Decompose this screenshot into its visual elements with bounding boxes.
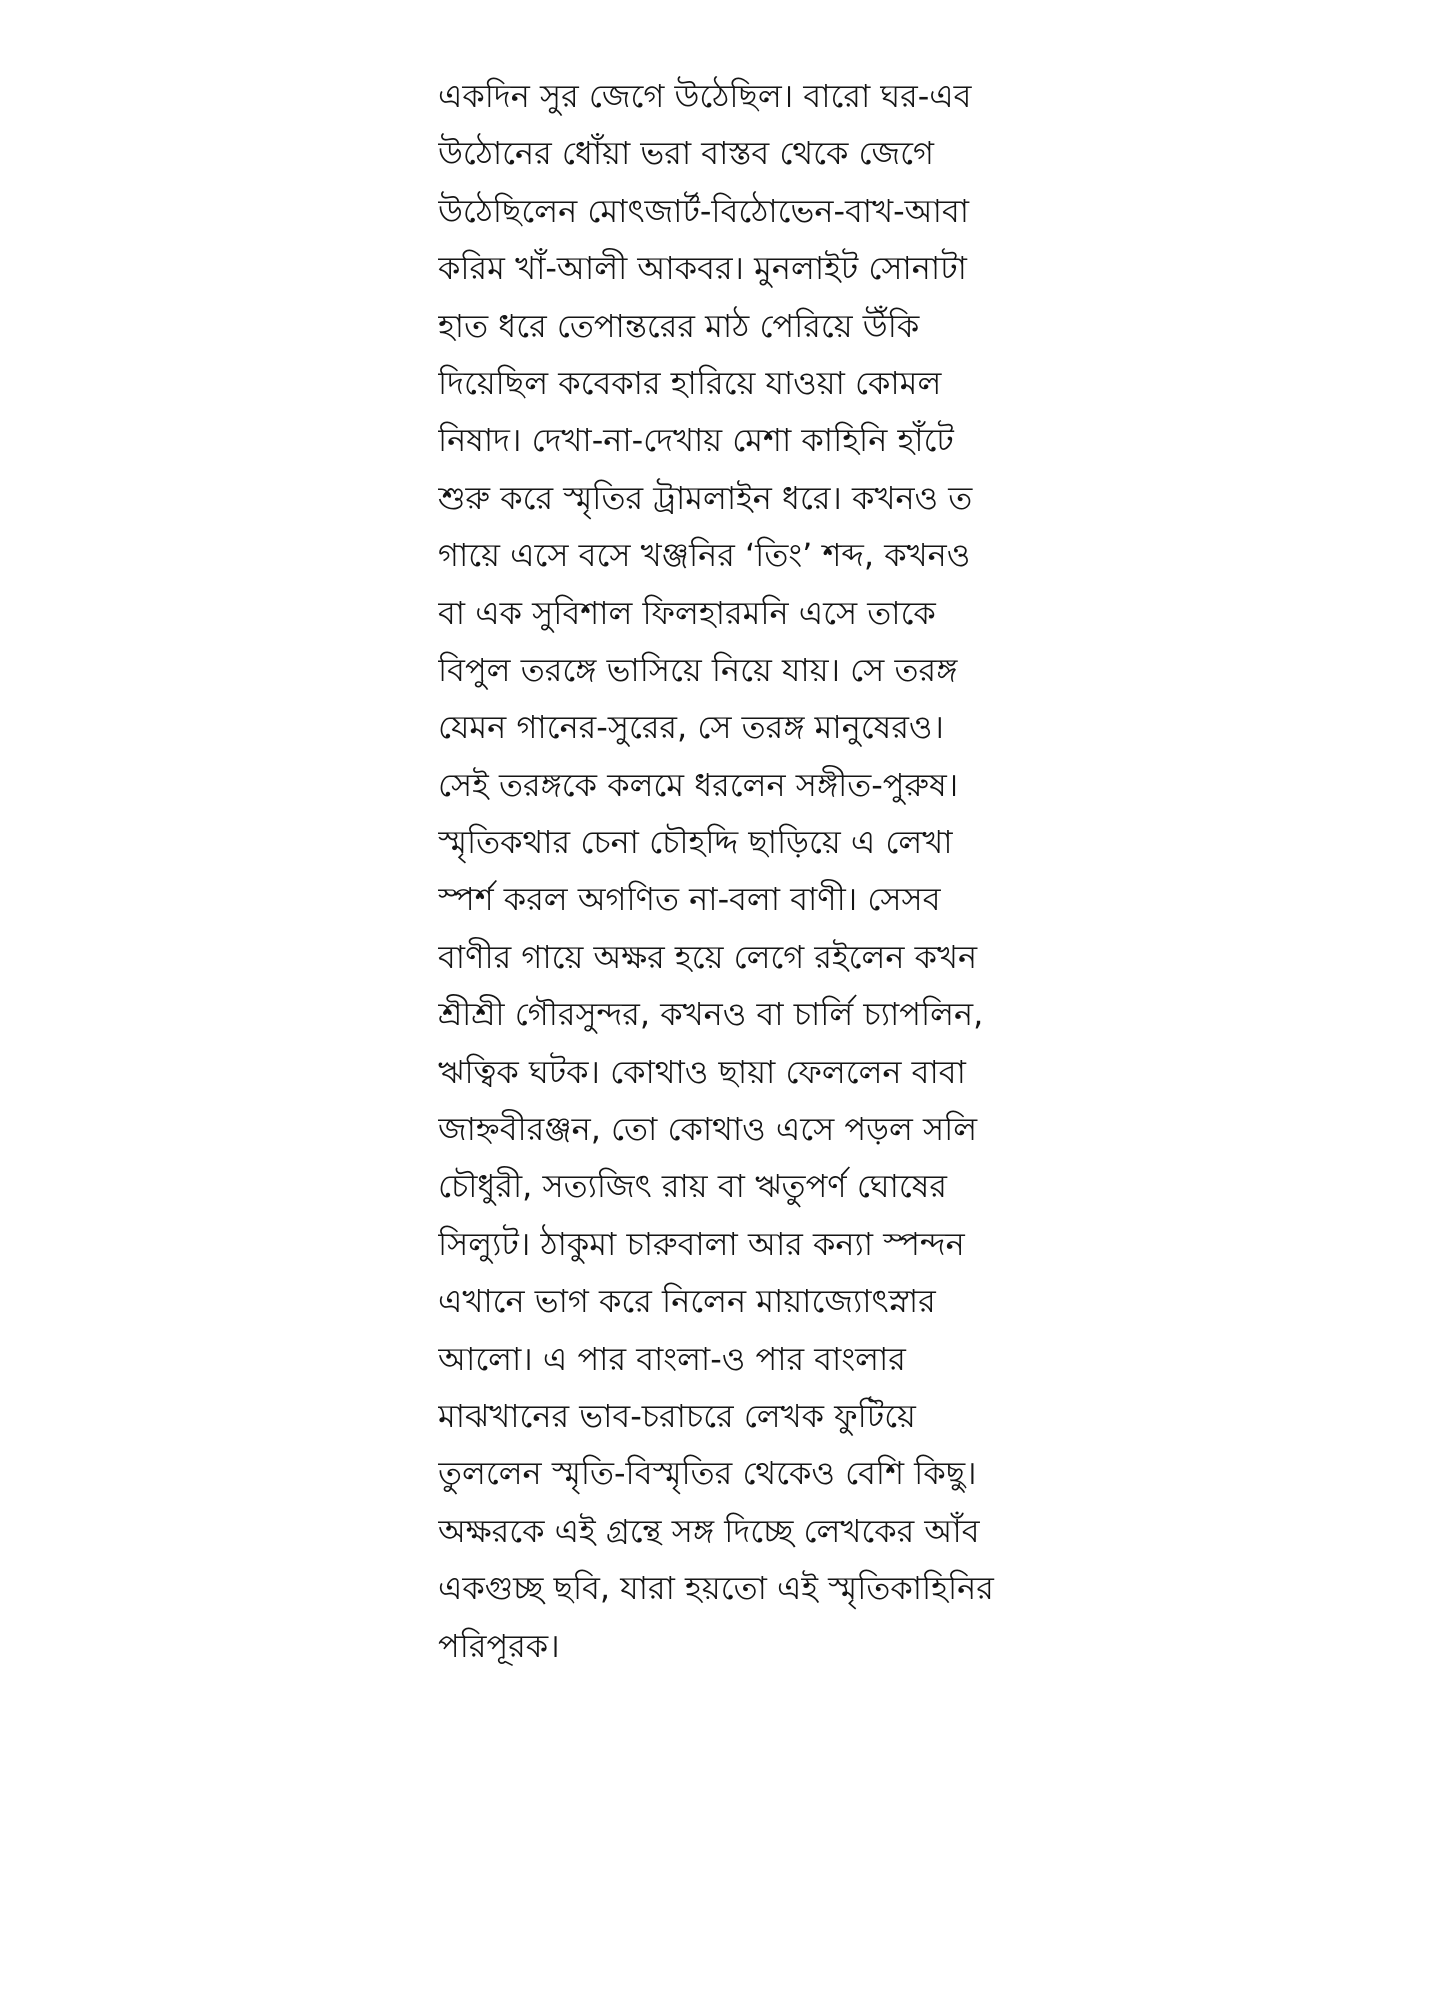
text-line: বা এক সুবিশাল ফিলহারমনি এসে তাকে — [438, 593, 936, 632]
text-line: যেমন গানের-সুরের, সে তরঙ্গ মানুষেরও। — [438, 708, 944, 747]
text-line: পরিপূরক। — [438, 1626, 560, 1665]
text-line: শুরু করে স্মৃতির ট্রামলাইন ধরে। কখনও ত — [438, 478, 973, 517]
text-line: দিয়েছিল কবেকার হারিয়ে যাওয়া কোমল — [438, 363, 942, 402]
text-line: শ্রীশ্রী গৌরসুন্দর, কখনও বা চার্লি চ্যাপলিন, — [438, 995, 984, 1034]
text-line: চৌধুরী, সত্যজিৎ রায় বা ঋতুপর্ণ ঘোষের — [438, 1167, 947, 1206]
text-line: স্পর্শ করল অগণিত না-বলা বাণী। সেসব — [438, 880, 941, 919]
text-line: গায়ে এসে বসে খঞ্জনির ‘তিং’ শব্দ, কখনও — [438, 536, 971, 575]
text-line: একগুচ্ছ ছবি, যারা হয়তো এই স্মৃতিকাহিনির — [438, 1569, 994, 1608]
text-line: সেই তরঙ্গকে কলমে ধরলেন সঙ্গীত-পুরুষ। — [438, 765, 959, 804]
blurb-text-block — [438, 68, 1073, 1868]
text-line: এখানে ভাগ করে নিলেন মায়াজ্যোৎস্নার — [438, 1282, 936, 1321]
text-line: একদিন সুর জেগে উঠেছিল। বারো ঘর-এব — [438, 77, 972, 115]
text-line: অক্ষরকে এই গ্রন্থে সঙ্গ দিচ্ছে লেখকের আঁব — [438, 1511, 980, 1550]
text-line: নিষাদ। দেখা-না-দেখায় মেশা কাহিনি হাঁটে — [438, 421, 954, 460]
text-line: সিল্যুট। ঠাকুমা চারুবালা আর কন্যা স্পন্দন — [438, 1224, 965, 1263]
text-line: উঠোনের ধোঁয়া ভরা বাস্তব থেকে জেগে — [438, 134, 934, 173]
text-line: করিম খাঁ-আলী আকবর। মুনলাইট সোনাটা — [438, 249, 967, 288]
text-line: স্মৃতিকথার চেনা চৌহদ্দি ছাড়িয়ে এ লেখা — [438, 823, 953, 862]
text-line: বিপুল তরঙ্গে ভাসিয়ে নিয়ে যায়। সে তরঙ্গ — [438, 650, 958, 689]
text-line: মাঝখানের ভাব-চরাচরে লেখক ফুটিয়ে — [438, 1396, 916, 1435]
text-line: ঋত্বিক ঘটক। কোথাও ছায়া ফেললেন বাবা — [438, 1052, 966, 1091]
text-line: আলো। এ পার বাংলা-ও পার বাংলার — [438, 1339, 906, 1378]
text-line: হাত ধরে তেপান্তরের মাঠ পেরিয়ে উঁকি — [438, 306, 920, 345]
text-line: জাহ্নবীরঞ্জন, তো কোথাও এসে পড়ল সলি — [438, 1110, 978, 1149]
text-line: তুললেন স্মৃতি-বিস্মৃতির থেকেও বেশি কিছু। — [438, 1454, 977, 1493]
text-line: বাণীর গায়ে অক্ষর হয়ে লেগে রইলেন কখন — [438, 937, 978, 976]
text-line: উঠেছিলেন মোৎজার্ট-বিঠোভেন-বাখ-আবা — [438, 191, 970, 230]
